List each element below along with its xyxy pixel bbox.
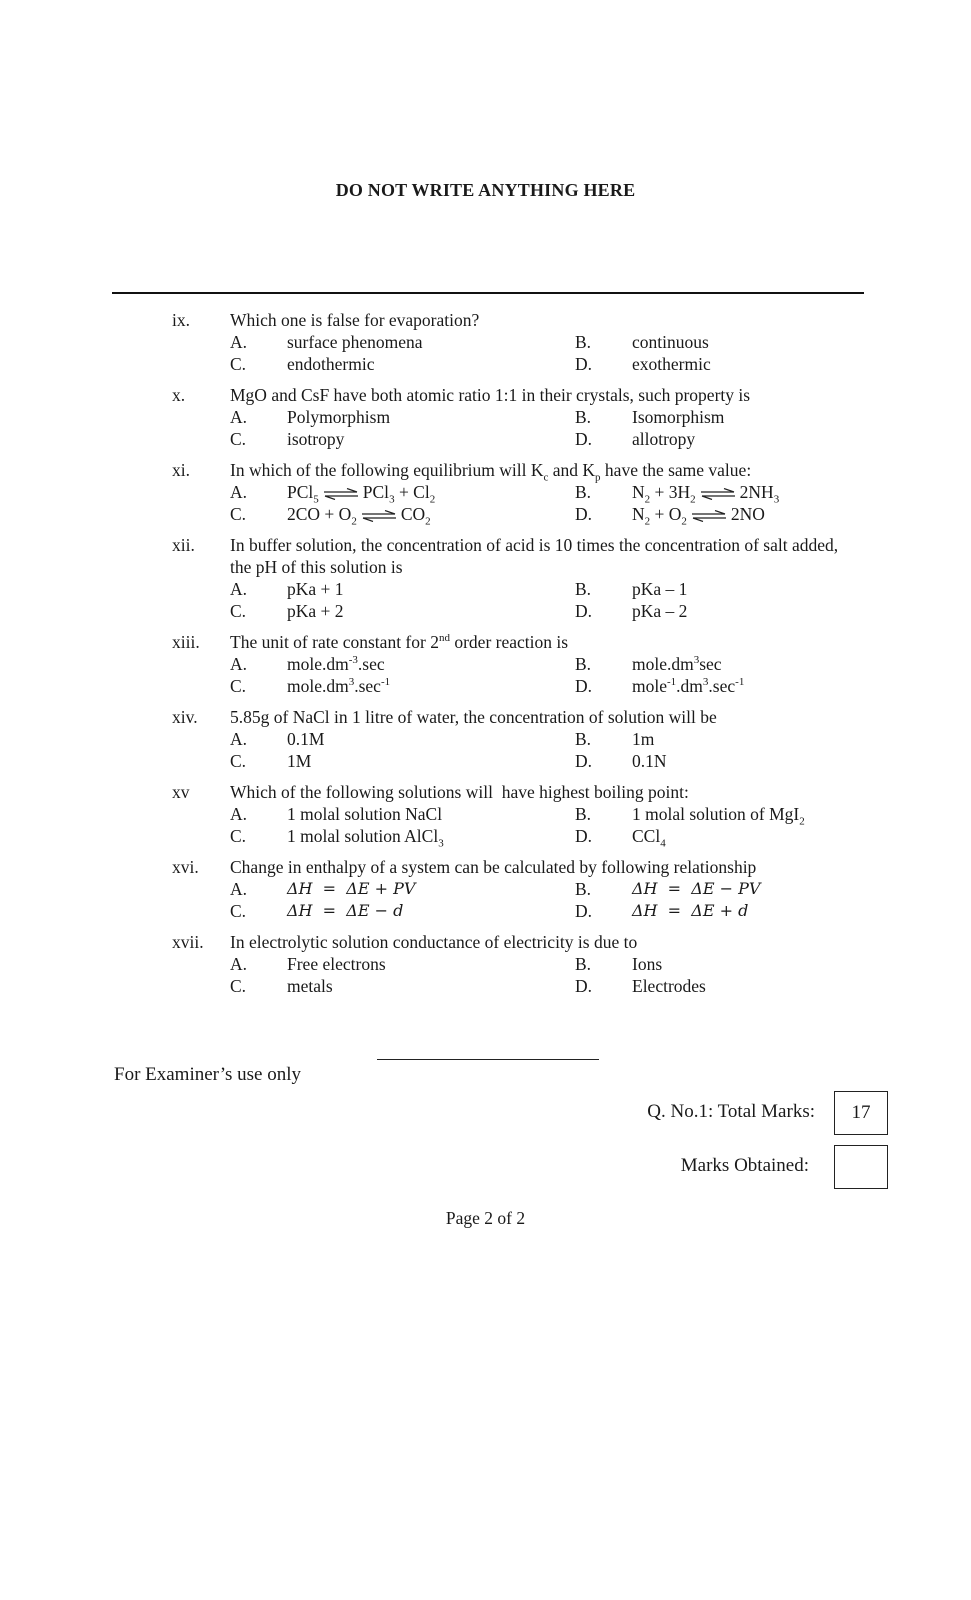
option-letter: D. bbox=[575, 676, 593, 696]
question-text: MgO and CsF have both atomic ratio 1:1 in their crystals, such property is bbox=[230, 385, 751, 405]
option-letter: C. bbox=[230, 826, 247, 846]
question-number: ix. bbox=[172, 310, 190, 330]
option-letter: A. bbox=[230, 729, 248, 749]
question-text: Which of the following solutions will have highest boiling point: bbox=[230, 782, 689, 802]
option-letter: D. bbox=[575, 826, 593, 846]
question-text: The unit of rate constant for 2nd order reaction is bbox=[230, 632, 569, 652]
option-letter: D. bbox=[575, 901, 593, 921]
option-text: isotropy bbox=[287, 429, 345, 449]
option-text: ΔH = ΔE + PV bbox=[287, 879, 416, 898]
option-text: Isomorphism bbox=[632, 407, 725, 427]
option-letter: C. bbox=[230, 504, 247, 524]
option-text: $N_2 + 3H_2$ $2NH_3$ bbox=[632, 482, 780, 506]
question-number: x. bbox=[172, 385, 186, 405]
option-text: $mole.dm^3.\sec^{-1}$ bbox=[287, 676, 391, 696]
equilibrium-arrow-icon bbox=[361, 510, 397, 522]
option-letter: A. bbox=[230, 654, 248, 674]
question-text: In electrolytic solution conductance of electricity is due to bbox=[230, 932, 638, 952]
header-rule bbox=[112, 292, 864, 294]
option-text: metals bbox=[287, 976, 333, 996]
option-letter: D. bbox=[575, 751, 593, 771]
question-number: xiv. bbox=[172, 707, 198, 727]
option-letter: A. bbox=[230, 579, 248, 599]
option-letter: C. bbox=[230, 976, 247, 996]
option-text: surface phenomena bbox=[287, 332, 423, 352]
option-text: 1 molal solution AlCl$_3$ bbox=[287, 826, 444, 850]
option-letter: D. bbox=[575, 429, 593, 449]
marks-obtained-box[interactable] bbox=[834, 1145, 888, 1189]
separator-line bbox=[377, 1059, 599, 1060]
option-text: pKa – 1 bbox=[632, 579, 688, 599]
option-text: $mole.dm^3\sec$ bbox=[632, 654, 722, 674]
option-text: ΔH = ΔE − PV bbox=[632, 879, 761, 898]
option-text: Electrodes bbox=[632, 976, 706, 996]
option-text: ΔH = ΔE + d bbox=[632, 901, 749, 920]
option-letter: B. bbox=[575, 879, 592, 899]
option-text: $mole.dm^{-3}.\sec$ bbox=[287, 654, 385, 674]
option-text: Polymorphism bbox=[287, 407, 391, 427]
question-number: xii. bbox=[172, 535, 195, 555]
option-text: endothermic bbox=[287, 354, 375, 374]
option-text: 0.1M bbox=[287, 729, 325, 749]
option-text: exothermic bbox=[632, 354, 711, 374]
option-letter: B. bbox=[575, 579, 592, 599]
option-text: 0.1N bbox=[632, 751, 667, 771]
option-letter: A. bbox=[230, 804, 248, 824]
option-letter: C. bbox=[230, 676, 247, 696]
option-letter: B. bbox=[575, 954, 592, 974]
option-text: $mole^{-1}.dm^3.\sec^{-1}$ bbox=[632, 676, 745, 696]
option-letter: C. bbox=[230, 601, 247, 621]
question-text: 5.85g of NaCl in 1 litre of water, the concentration of solution will be bbox=[230, 707, 717, 727]
option-text: pKa + 2 bbox=[287, 601, 344, 621]
option-letter: D. bbox=[575, 601, 593, 621]
question-number: xvi. bbox=[172, 857, 199, 877]
question-xv bbox=[0, 781, 971, 850]
option-letter: A. bbox=[230, 482, 248, 502]
question-list bbox=[0, 309, 971, 1006]
equilibrium-arrow-icon bbox=[700, 488, 736, 500]
option-letter: D. bbox=[575, 976, 593, 996]
question-x bbox=[0, 384, 971, 450]
question-number: xiii. bbox=[172, 632, 200, 652]
question-xii bbox=[0, 534, 971, 622]
question-text: Change in enthalpy of a system can be calculated by following relationship bbox=[230, 857, 757, 877]
option-text: 1 molal solution of MgI$_2$ bbox=[632, 804, 805, 828]
question-text: In which of the following equilibrium will $K_c$ and $K_p$ have the same value: bbox=[230, 460, 752, 484]
question-xi bbox=[0, 459, 971, 528]
equilibrium-arrow-icon bbox=[691, 510, 727, 522]
total-marks-label: Q. No.1: Total Marks: bbox=[647, 1101, 815, 1122]
option-text: Free electrons bbox=[287, 954, 386, 974]
marks-obtained-label: Marks Obtained: bbox=[680, 1155, 809, 1176]
question-xvii bbox=[0, 931, 971, 997]
option-text: CCl$_4$ bbox=[632, 826, 666, 850]
option-letter: C. bbox=[230, 751, 247, 771]
question-text: Which one is false for evaporation? bbox=[230, 310, 480, 330]
question-number: xv bbox=[172, 782, 190, 802]
option-letter: C. bbox=[230, 901, 247, 921]
question-number: xi. bbox=[172, 460, 190, 480]
equilibrium-arrow-icon bbox=[323, 488, 359, 500]
option-text: $2CO + O_2$ $CO_2$ bbox=[287, 504, 431, 528]
option-text: 1 molal solution NaCl bbox=[287, 804, 443, 824]
option-letter: B. bbox=[575, 482, 592, 502]
option-text: Ions bbox=[632, 954, 663, 974]
option-text: pKa – 2 bbox=[632, 601, 688, 621]
page-number: Page 2 of 2 bbox=[445, 1208, 526, 1228]
option-letter: A. bbox=[230, 954, 248, 974]
question-number: xvii. bbox=[172, 932, 204, 952]
option-letter: C. bbox=[230, 354, 247, 374]
question-ix bbox=[0, 309, 971, 375]
option-text: pKa + 1 bbox=[287, 579, 344, 599]
option-text: 1M bbox=[287, 751, 312, 771]
option-text: $N_2 + O_2$ 2NO bbox=[632, 504, 765, 528]
option-text: 1m bbox=[632, 729, 655, 749]
option-text: ΔH = ΔE − d bbox=[287, 901, 404, 920]
option-text: PCl$_5$ $PCl_3 + Cl_2$ bbox=[287, 482, 436, 506]
option-letter: B. bbox=[575, 332, 592, 352]
option-letter: B. bbox=[575, 654, 592, 674]
question-xiv bbox=[0, 706, 971, 772]
question-text: In buffer solution, the concentration of acid is 10 times the concentration of salt added, the pH of this solution is bbox=[230, 535, 839, 577]
question-xvi bbox=[0, 856, 971, 922]
option-text: continuous bbox=[632, 332, 709, 352]
examiner-use-label: For Examiner’s use only bbox=[114, 1064, 301, 1085]
option-letter: C. bbox=[230, 429, 247, 449]
option-letter: A. bbox=[230, 879, 248, 899]
option-letter: B. bbox=[575, 804, 592, 824]
option-letter: B. bbox=[575, 729, 592, 749]
option-letter: D. bbox=[575, 504, 593, 524]
option-letter: A. bbox=[230, 407, 248, 427]
total-marks-box: 17 bbox=[834, 1091, 888, 1135]
page-header-notice: DO NOT WRITE ANYTHING HERE bbox=[335, 180, 636, 200]
option-text: allotropy bbox=[632, 429, 696, 449]
option-letter: A. bbox=[230, 332, 248, 352]
question-xiii bbox=[0, 631, 971, 697]
option-letter: B. bbox=[575, 407, 592, 427]
option-letter: D. bbox=[575, 354, 593, 374]
